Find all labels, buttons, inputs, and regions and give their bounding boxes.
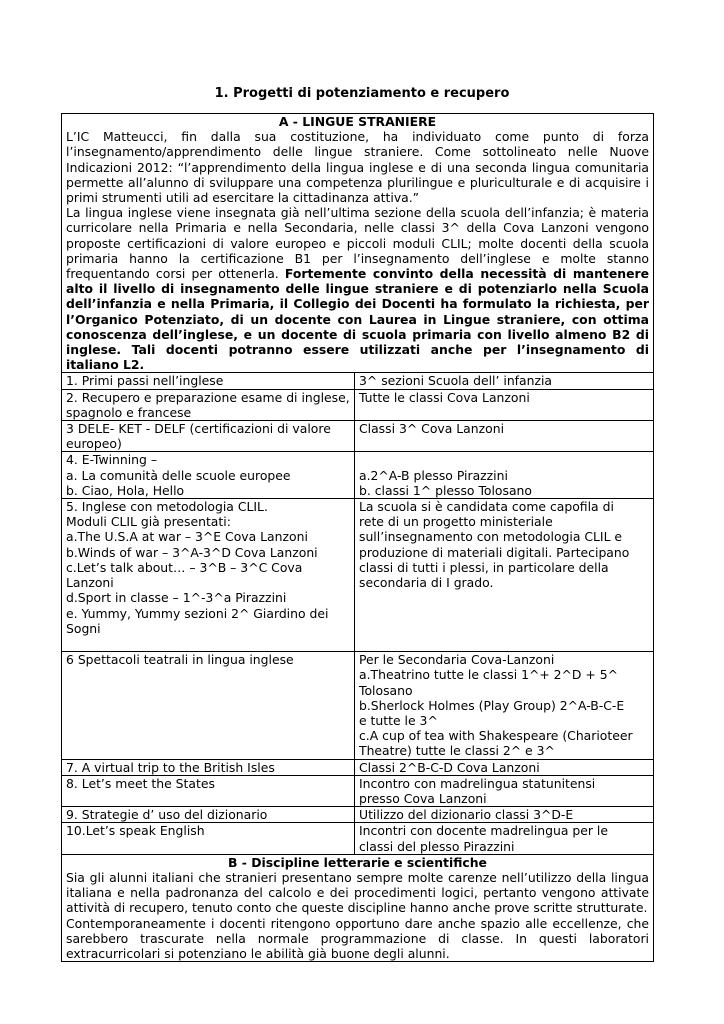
project-target-line: c.A cup of tea with Shakespeare (Charioteer xyxy=(359,728,633,744)
project-row xyxy=(62,421,654,452)
project-name-line: Lanzoni xyxy=(66,575,114,591)
project-name-cell xyxy=(62,373,355,389)
project-target-line: Tutte le classi Cova Lanzoni xyxy=(359,389,530,405)
project-target-cell xyxy=(355,421,654,452)
project-target-line: a.2^A-B plesso Pirazzini xyxy=(359,467,508,483)
project-name-line: 3 DELE- KET - DELF (certificazioni di valore xyxy=(66,421,331,437)
project-target-line: presso Cova Lanzoni xyxy=(359,790,487,806)
project-row xyxy=(62,823,654,854)
project-name-line: Moduli CLIL già presentati: xyxy=(66,514,231,530)
section-b-paragraph-1: Sia gli alunni italiani che stranieri presentano sempre molte carenze nell’utilizzo della lingua italiana e nella padronanza del calcolo e dei procedimenti logici, pertanto vengono attivate attività di recupero, tenuto conto che queste discipline hanno anche prove scritte strutturate. xyxy=(66,869,650,916)
section-b-cell xyxy=(62,854,654,961)
section-b-row xyxy=(62,854,654,961)
project-name-line: a. La comunità delle scuole europee xyxy=(66,467,291,483)
section-a-paragraph-1: L’IC Matteucci, fin dalla sua costituzione, ha individuato come punto di forza l’insegnamento/apprendimento delle lingue straniere. Come sottolineato nelle Nuove Indicazioni 2012: “l’apprendimento della lingua inglese e di una seconda lingua comunitaria permette all’alunno di sviluppare una competenza plurilingue e pluriculturale e di acquisire i primi strumenti utili ad esercitare la cittadinanza attiva.” xyxy=(66,129,650,206)
section-a-cell xyxy=(62,114,654,373)
project-row xyxy=(62,807,654,823)
project-row xyxy=(62,389,654,420)
project-name-line: 10.Let’s speak English xyxy=(66,823,205,839)
project-target-cell xyxy=(355,452,654,499)
project-row xyxy=(62,775,654,806)
project-target-line: Classi 3^ Cova Lanzoni xyxy=(359,421,505,437)
project-target-line: b. classi 1^ plesso Tolosano xyxy=(359,482,532,498)
project-name-cell xyxy=(62,823,355,854)
project-target-line: Incontro con madrelingua statunitensi xyxy=(359,775,596,791)
section-b-title: B - Discipline letterarie e scientifiche xyxy=(228,854,487,870)
project-target-cell xyxy=(355,652,654,759)
project-target-line xyxy=(359,452,649,467)
section-b-paragraph-2: Contemporaneamente i docenti ritengono opportuno dare anche spazio alle eccellenze, che sarebbero trascurate nella normale programmazione di classe. In questi laboratori extracurricolari si potenziano le abilità già buone degli alunni. xyxy=(66,915,650,961)
project-name-line: e. Yummy, Yummy sezioni 2^ Giardino dei xyxy=(66,605,329,621)
project-name-cell xyxy=(62,807,355,823)
project-target-cell xyxy=(355,807,654,823)
project-row xyxy=(62,759,654,775)
project-target-line: rete di un progetto ministeriale xyxy=(359,514,553,530)
project-name-cell xyxy=(62,759,355,775)
project-target-line: b.Sherlock Holmes (Play Group) 2^A-B-C-E xyxy=(359,697,625,713)
project-target-line: Utilizzo del dizionario classi 3^D-E xyxy=(359,807,574,823)
project-target-cell xyxy=(355,823,654,854)
project-name-cell xyxy=(62,775,355,806)
project-target-cell xyxy=(355,389,654,420)
project-target-line: classi del plesso Pirazzini xyxy=(359,838,515,854)
page-title: 1. Progetti di potenziamento e recupero xyxy=(214,86,510,101)
project-target-line: produzione di materiali digitali. Partecipano xyxy=(359,544,630,560)
project-name-cell xyxy=(62,499,355,652)
project-name-line: 8. Let’s meet the States xyxy=(66,775,215,791)
project-target-line: Theatre) tutte le classi 2^ e 3^ xyxy=(359,743,555,759)
project-target-line: La scuola si è candidata come capofila di xyxy=(359,499,614,515)
project-name-cell xyxy=(62,652,355,759)
project-target-line: 3^ sezioni Scuola dell’ infanzia xyxy=(359,373,553,389)
project-name-line: 7. A virtual trip to the British Isles xyxy=(66,759,275,775)
project-target-cell xyxy=(355,373,654,389)
project-name-line: europeo) xyxy=(66,436,122,452)
projects-table xyxy=(61,113,654,962)
project-target-line: e tutte le 3^ xyxy=(359,712,438,728)
project-row xyxy=(62,499,654,652)
project-name-line: a.The U.S.A at war – 3^E Cova Lanzoni xyxy=(66,529,308,545)
project-name-line xyxy=(66,636,350,651)
project-target-line: secondaria di I grado. xyxy=(359,575,494,591)
project-name-line: Sogni xyxy=(66,620,101,636)
project-name-line: c.Let’s talk about… – 3^B – 3^C Cova xyxy=(66,559,303,575)
project-target-line: Incontri con docente madrelingua per le xyxy=(359,823,608,839)
project-name-line: 1. Primi passi nell’inglese xyxy=(66,373,224,389)
project-row xyxy=(62,373,654,389)
section-a-paragraph-2-bold: Fortemente convinto della necessità di mantenere alto il livello di insegnamento delle lingue straniere e di potenziarlo nella Scuola dell’infanzia e nella Primaria, il Collegio dei Docenti ha formulato la richiesta, per l’Organico Potenziato, di un docente con Laurea in Lingue straniere, con ottima conoscenza dell’inglese, e un docente di scuola primaria con livello almeno B2 di inglese. Tali docenti potranno essere utilizzati anche per l’insegnamento di italiano L2. xyxy=(66,266,650,373)
project-name-line: 5. Inglese con metodologia CLIL. xyxy=(66,499,268,515)
project-row xyxy=(62,452,654,499)
project-target-cell xyxy=(355,499,654,652)
project-target-cell xyxy=(355,775,654,806)
project-name-line: 2. Recupero e preparazione esame di inglese, xyxy=(66,389,350,405)
project-name-line: 9. Strategie d’ uso del dizionario xyxy=(66,807,268,823)
project-target-line: Per le Secondaria Cova-Lanzoni xyxy=(359,652,555,668)
project-name-cell xyxy=(62,452,355,499)
project-name-line: d.Sport in classe – 1^-3^a Pirazzini xyxy=(66,590,287,606)
section-a-row xyxy=(62,114,654,373)
project-target-line: a.Theatrino tutte le classi 1^+ 2^D + 5^ xyxy=(359,667,618,683)
section-a-paragraph-2 xyxy=(66,205,649,372)
project-name-line: b.Winds of war – 3^A-3^D Cova Lanzoni xyxy=(66,544,318,560)
section-a-title: A - LINGUE STRANIERE xyxy=(278,114,437,129)
project-row xyxy=(62,652,654,759)
project-target-cell xyxy=(355,759,654,775)
project-name-line: b. Ciao, Hola, Hello xyxy=(66,482,185,498)
project-name-cell xyxy=(62,421,355,452)
project-target-line: Tolosano xyxy=(359,682,413,698)
project-target-line: classi di tutti i plessi, in particolare della xyxy=(359,559,609,575)
project-name-line: 4. E-Twinning – xyxy=(66,452,158,468)
project-target-line: sull’insegnamento con metodologia CLIL e xyxy=(359,529,623,545)
project-name-line: spagnolo e francese xyxy=(66,404,192,420)
section-a-paragraph-2-regular: La lingua inglese viene insegnata già nell’ultima sezione della scuola dell’infanzia; è materia curricolare nella Primaria e nella Secondaria, nelle classi 3^ della Cova Lanzoni vengono proposte certificazioni di valore europeo e piccoli moduli CLIL; molte docenti della scuola primaria hanno la certificazione B1 per l’insegnamento dell’inglese e molte stanno frequentando corsi per ottenerla. xyxy=(66,205,650,282)
project-target-line: Classi 2^B-C-D Cova Lanzoni xyxy=(359,759,540,775)
project-name-line: 6 Spettacoli teatrali in lingua inglese xyxy=(66,652,294,668)
project-name-cell xyxy=(62,389,355,420)
